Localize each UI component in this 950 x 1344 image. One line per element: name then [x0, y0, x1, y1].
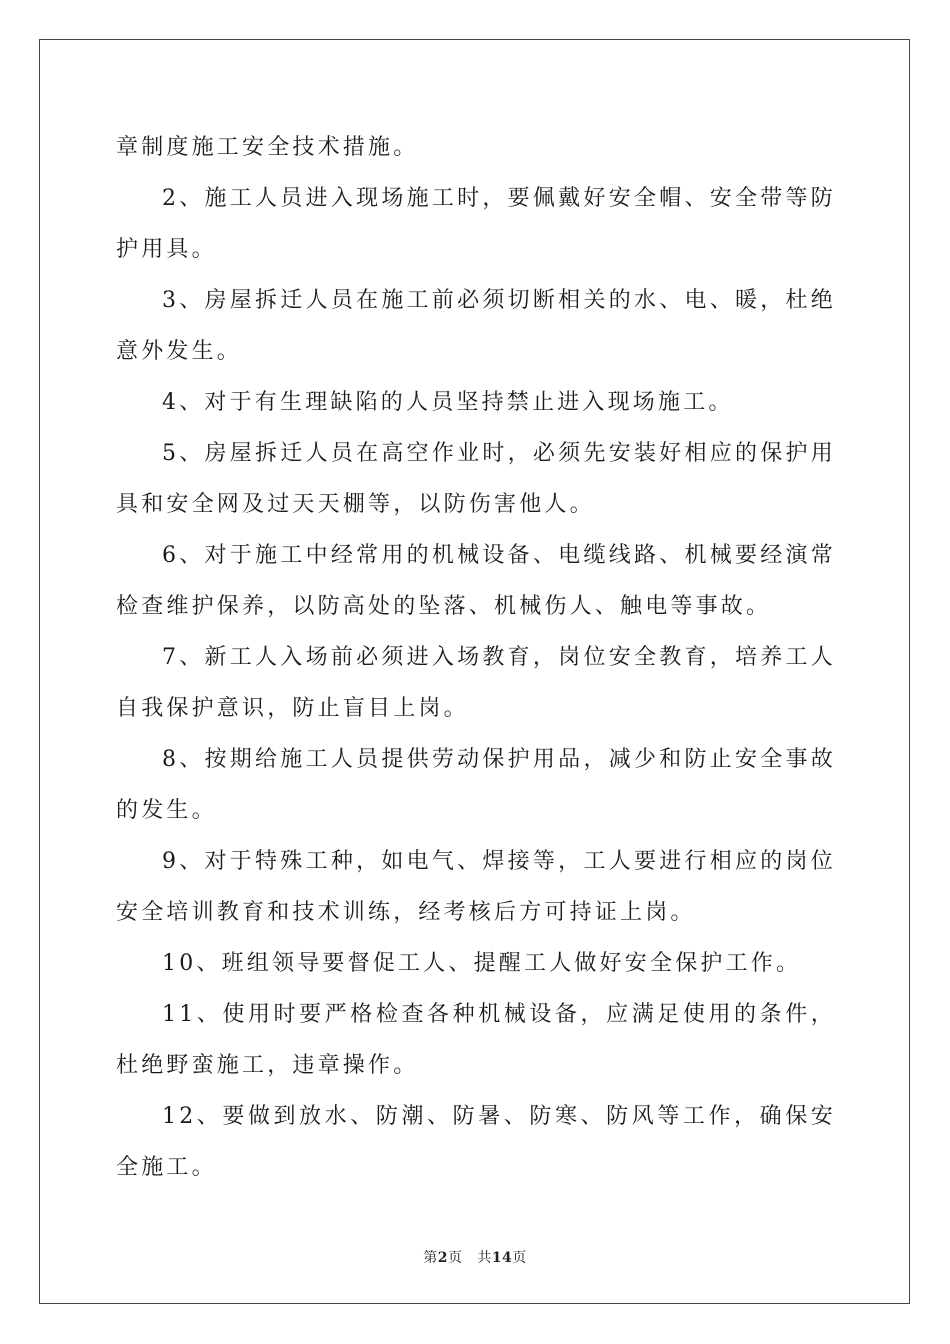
- paragraph-item-11: 11、使用时要严格检查各种机械设备，应满足使用的条件，杜绝野蛮施工，违章操作。: [116, 1002, 836, 1078]
- page-footer: [0, 1247, 950, 1267]
- paragraph-item-12: 12、要做到放水、防潮、防暑、防寒、防风等工作，确保安全施工。: [116, 1104, 836, 1180]
- total-prefix: 共: [477, 1250, 492, 1266]
- paragraph-item-7: 7、新工人入场前必须进入场教育，岗位安全教育，培养工人自我保护意识，防止盲目上岗。: [116, 645, 836, 721]
- paragraph-item-2: 2、施工人员进入现场施工时，要佩戴好安全帽、安全带等防护用具。: [116, 186, 836, 262]
- paragraph-item-8: 8、按期给施工人员提供劳动保护用品，减少和防止安全事故的发生。: [116, 747, 836, 823]
- paragraph-continued: 章制度施工安全技术措施。: [116, 135, 419, 160]
- paragraph-item-3: 3、房屋拆迁人员在施工前必须切断相关的水、电、暖，杜绝意外发生。: [116, 288, 836, 364]
- paragraph-item-9: 9、对于特殊工种，如电气、焊接等，工人要进行相应的岗位安全培训教育和技术训练，经考核后方可持证上岗。: [116, 849, 836, 925]
- page-current: 2: [437, 1250, 448, 1266]
- page-prefix: 第: [423, 1250, 438, 1266]
- page-suffix: 页: [447, 1250, 463, 1266]
- page-total: 14: [491, 1250, 513, 1266]
- paragraph-item-10: 10、班组领导要督促工人、提醒工人做好安全保护工作。: [162, 951, 802, 976]
- paragraph-item-6: 6、对于施工中经常用的机械设备、电缆线路、机械要经演常检查维护保养，以防高处的坠落、机械伤人、触电等事故。: [116, 543, 836, 619]
- paragraph-item-4: 4、对于有生理缺陷的人员坚持禁止进入现场施工。: [162, 390, 734, 415]
- total-suffix: 页: [512, 1250, 527, 1266]
- document-body: [116, 122, 836, 1193]
- paragraph-item-5: 5、房屋拆迁人员在高空作业时，必须先安装好相应的保护用具和安全网及过天天棚等，以防伤害他人。: [116, 441, 836, 517]
